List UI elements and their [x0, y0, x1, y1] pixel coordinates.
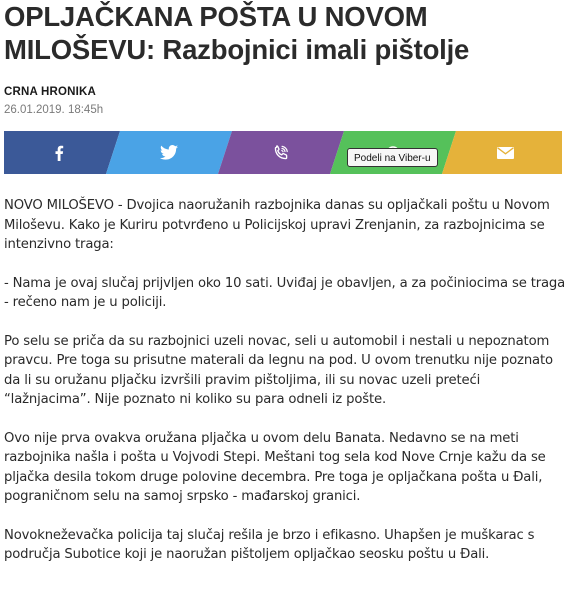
facebook-icon: [54, 145, 64, 161]
article-paragraph: Novokneževačka policija taj slučaj rešila je brzo i efikasno. Uhapšen je muškarac s područja Subotice koji je naoružan pištoljem opljačkao seosku poštu u Đali.: [4, 527, 535, 562]
article-paragraph: Ovo nije prva ovakva oružana pljačka u ovom delu Banata. Nedavno se na meti razbojnika našla i pošta u Vojvodi Stepi. Meštani tog sela kod Nove Crnje kažu da se pljačka desila tokom druge polovine decembra. Pre toga je opljačkana pošta u Đali, pograničnom selu na samoj srpsko - mađarskoj granici.: [4, 430, 546, 504]
viber-tooltip: Podeli na Viber-u: [347, 148, 438, 167]
viber-icon: [272, 144, 290, 162]
share-bar: [4, 131, 562, 174]
category-link[interactable]: CRNA HRONIKA: [4, 86, 97, 98]
share-facebook-button[interactable]: [4, 131, 113, 174]
article-paragraph: NOVO MILOŠEVO - Dvojica naoružanih razbojnika danas su opljačkali poštu u Novom Miloševu. Kako je Kuriru potvrđeno u Policijskoj upravi Zrenjanin, za razbojnicima se intenzivno traga:: [4, 198, 550, 252]
share-email-button[interactable]: [449, 131, 562, 174]
share-viber-button[interactable]: [225, 131, 337, 174]
twitter-icon: [160, 145, 178, 160]
article-paragraph: Po selu se priča da su razbojnici uzeli novac, seli u automobil i nestali u nepoznatom pravcu. Pre toga su prisutne materali da legnu na pod. U ovom trenutku nije poznato da li su oružanu pljačku izvršili pravim pištoljima, ili su novac uzeli preteći “lažnjacima”. Nije poznato ni koliko su para odneli iz pošte.: [4, 333, 553, 407]
publish-date: 26.01.2019. 18:45h: [4, 104, 104, 116]
article-body: [4, 196, 566, 584]
article-title: OPLJAČKANA POŠTA U NOVOM MILOŠEVU: Razbojnici imali pištolje: [4, 1, 470, 65]
article-paragraph: - Nama je ovaj slučaj prijvljen oko 10 sati. Uviđaj je obavljen, a za počiniocima se traga - rečeno nam je u policiji.: [4, 275, 566, 310]
share-twitter-button[interactable]: [113, 131, 225, 174]
mail-icon: [497, 147, 514, 159]
